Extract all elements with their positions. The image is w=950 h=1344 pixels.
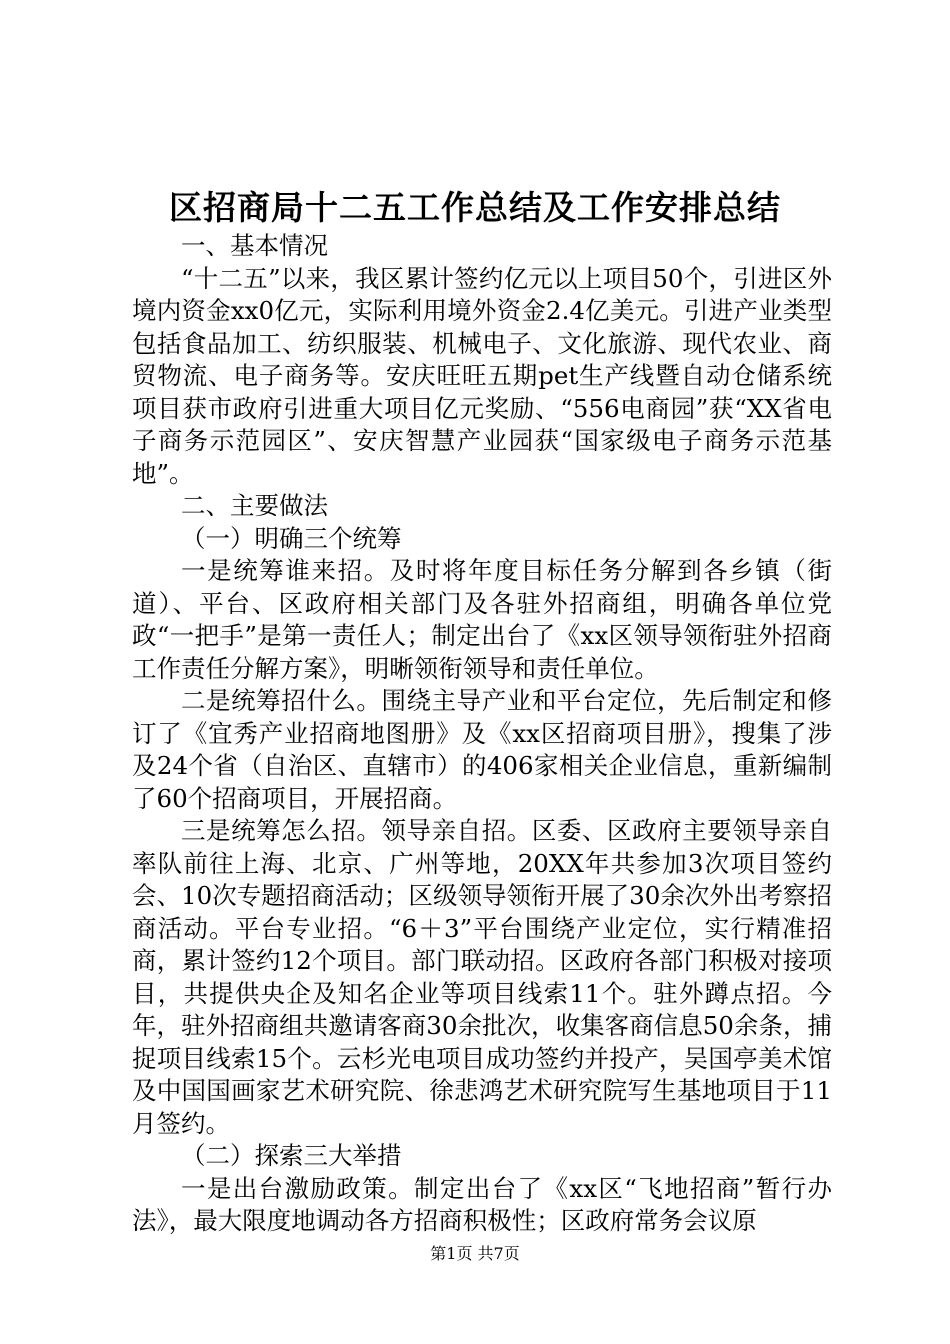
document-body (132, 230, 832, 1238)
paragraph: 一是统筹谁来招。及时将年度目标任务分解到各乡镇（街道）、平台、区政府相关部门及各驻外招商组，明确各单位党政“一把手”是第一责任人；制定出台了《xx区领导领衔驻外招商工作责任分解方案》，明晰领衔领导和责任单位。 (132, 556, 832, 683)
section-heading: 二、主要做法 (181, 491, 328, 520)
page-number-footer: 第1页 共7页 (430, 1244, 520, 1263)
paragraph: 一是出台激励政策。制定出台了《xx区“飞地招商”暂行办法》，最大限度地调动各方招商积极性；区政府常务会议原 (132, 1173, 832, 1235)
subsection-heading: （二）探索三大举措 (181, 1141, 402, 1170)
section-heading: 一、基本情况 (181, 231, 328, 260)
paragraph: 二是统筹招什么。围绕主导产业和平台定位，先后制定和修订了《宜秀产业招商地图册》及《xx区招商项目册》，搜集了涉及24个省（自治区、直辖市）的406家相关企业信息，重新编制了60个招商项目，开展招商。 (132, 686, 832, 813)
paragraph: 三是统筹怎么招。领导亲自招。区委、区政府主要领导亲自率队前往上海、北京、广州等地，20XX年共参加3次项目签约会、10次专题招商活动；区级领导领衔开展了30余次外出考察招商活动。平台专业招。“6＋3”平台围绕产业定位，实行精准招商，累计签约12个项目。部门联动招。区政府各部门积极对接项目，共提供央企及知名企业等项目线索11个。驻外蹲点招。今年，驻外招商组共邀请客商30余批次，收集客商信息50余条，捕捉项目线索15个。云杉光电项目成功签约并投产，吴国亭美术馆及中国国画家艺术研究院、徐悲鸿艺术研究院写生基地项目于11月签约。 (132, 816, 832, 1138)
paragraph: “十二五”以来，我区累计签约亿元以上项目50个，引进区外境内资金xx0亿元，实际利用境外资金2.4亿美元。引进产业类型包括食品加工、纺织服装、机械电子、文化旅游、现代农业、商贸物流、电子商务等。安庆旺旺五期pet生产线暨自动仓储系统项目获市政府引进重大项目亿元奖励、“556电商园”获“XX省电子商务示范园区”、安庆智慧产业园获“国家级电子商务示范基地”。 (132, 263, 832, 488)
document-title: 区招商局十二五工作总结及工作安排总结 (169, 188, 781, 227)
subsection-heading: （一）明确三个统筹 (181, 523, 402, 553)
